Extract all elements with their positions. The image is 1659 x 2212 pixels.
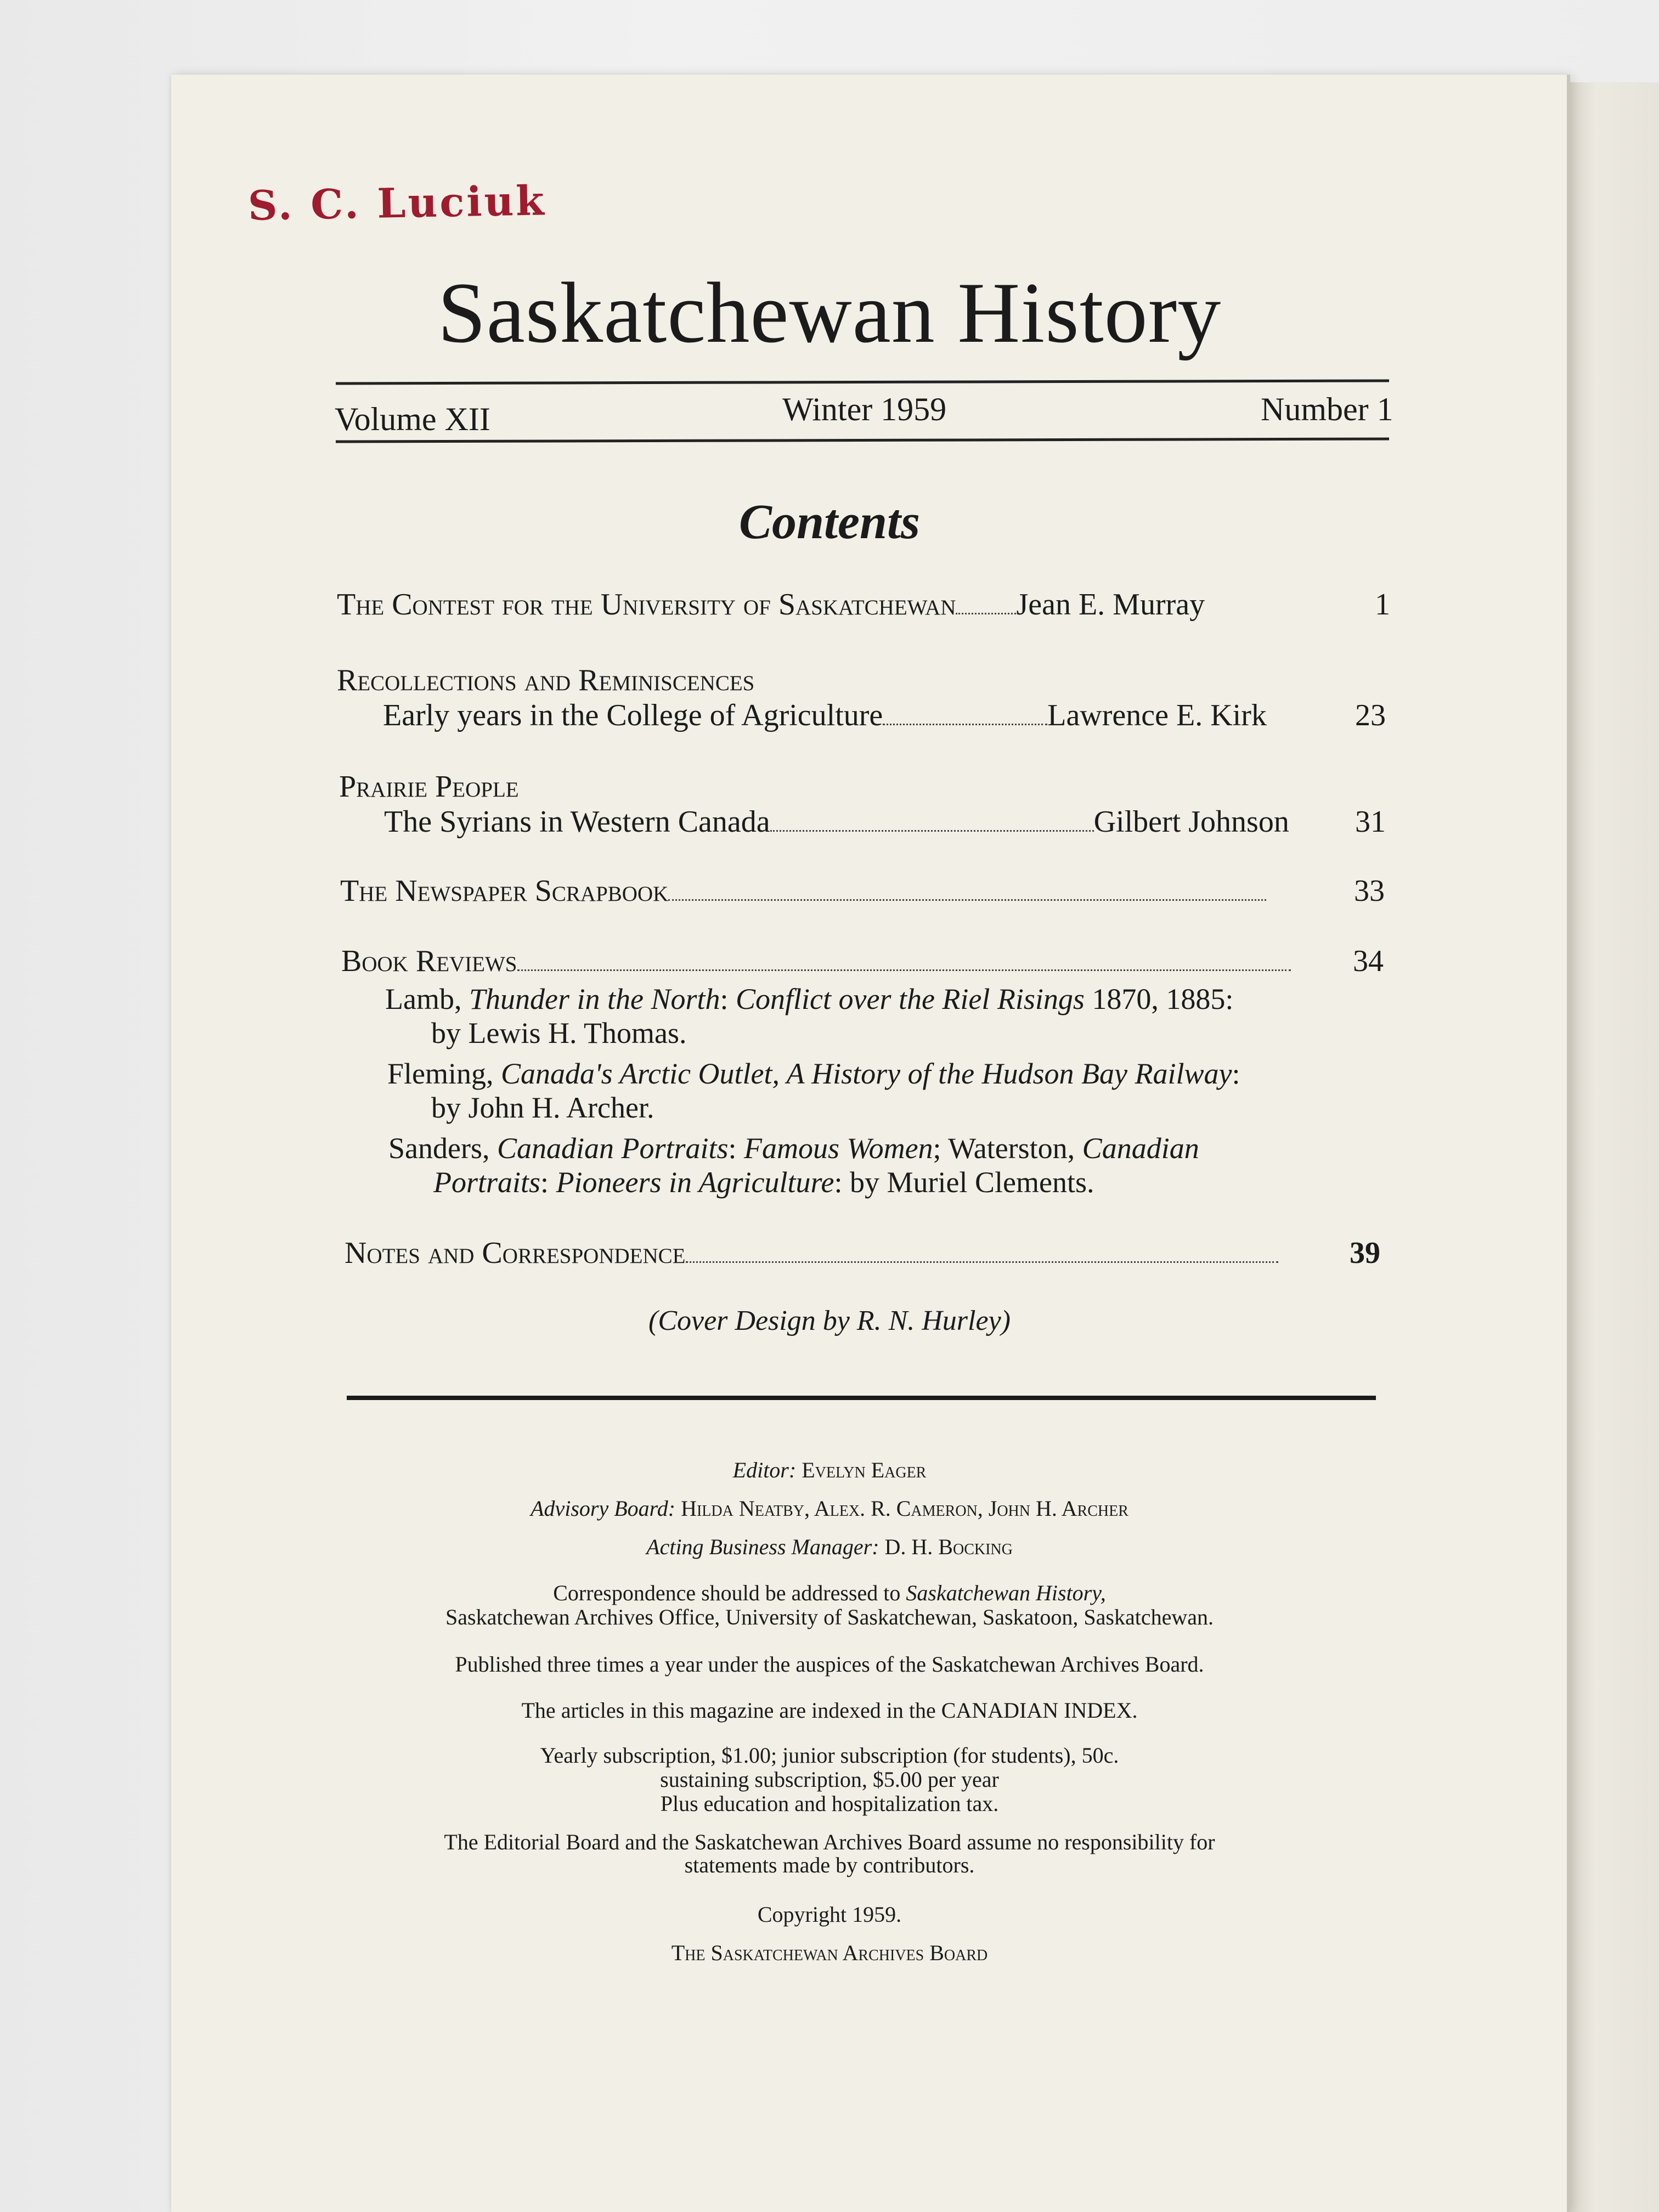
number-label: Number 1 bbox=[1261, 391, 1393, 427]
leader-dots bbox=[956, 613, 1016, 614]
subscription-line-3: Plus education and hospitalization tax. bbox=[660, 1791, 999, 1816]
review-book-years: 1870, 1885: bbox=[1092, 983, 1234, 1015]
review-reviewer: by Muriel Clements. bbox=[850, 1166, 1094, 1199]
toc-page-5: 34 bbox=[1353, 944, 1384, 978]
review-author: Lamb, bbox=[385, 983, 462, 1015]
toc-page-6: 39 bbox=[1350, 1236, 1380, 1270]
copyright-line: Copyright 1959. bbox=[757, 1902, 902, 1927]
toc-entry-5 bbox=[341, 944, 1291, 979]
toc-author: Lawrence E. Kirk bbox=[1047, 698, 1267, 732]
toc-title: Early years in the College of Agriculture bbox=[383, 698, 883, 732]
advisory-line bbox=[0, 1496, 1659, 1521]
toc-page-1: 1 bbox=[1375, 588, 1390, 622]
disclaimer-line-2: statements made by contributors. bbox=[684, 1853, 975, 1877]
review-book-title: Canada's Arctic Outlet, A History of the Hudson Bay Railway bbox=[501, 1057, 1232, 1090]
index-name: CANADIAN INDEX. bbox=[941, 1698, 1138, 1723]
toc-entry-2 bbox=[383, 698, 1267, 733]
correspondence-text: Correspondence should be addressed to bbox=[553, 1581, 901, 1605]
review-book-subtitle: Famous Women bbox=[744, 1132, 933, 1165]
manager-name: D. H. Bocking bbox=[884, 1534, 1013, 1559]
review-1-line-1: Lamb, Thunder in the North: Conflict over the Riel Risings 1870, 1885: bbox=[385, 983, 1234, 1015]
manager-line bbox=[0, 1534, 1659, 1560]
published-line: Published three times a year under the auspices of the Saskatchewan Archives Board. bbox=[455, 1652, 1204, 1677]
correspondence-line-1 bbox=[0, 1580, 1659, 1606]
toc-page-3: 31 bbox=[1355, 805, 1386, 839]
toc-entry-6 bbox=[345, 1235, 1278, 1271]
toc-entry-1 bbox=[337, 587, 1205, 622]
journal-title: Saskatchewan History bbox=[437, 265, 1222, 361]
subscription-line-1: Yearly subscription, $1.00; junior subscription (for students), 50c. bbox=[540, 1743, 1119, 1768]
toc-entry-4 bbox=[340, 873, 1266, 909]
toc-section-recollections: Recollections and Reminiscences bbox=[337, 663, 755, 697]
advisory-label: Advisory Board: bbox=[531, 1496, 676, 1521]
review-book-title-2b: Portraits bbox=[433, 1166, 541, 1199]
toc-title: The Newspaper Scrapbook bbox=[340, 874, 669, 908]
editor-label: Editor: bbox=[732, 1458, 797, 1482]
owner-stamp: S. C. Luciuk bbox=[247, 177, 547, 230]
review-3-line-1: Sanders, Canadian Portraits: Famous Women; Waterston, Canadian bbox=[388, 1132, 1199, 1165]
review-2-line-1: Fleming, Canada's Arctic Outlet, A History of the Hudson Bay Railway: bbox=[387, 1057, 1240, 1090]
cover-credit: (Cover Design by R. N. Hurley) bbox=[648, 1305, 1011, 1336]
toc-author: Jean E. Murray bbox=[1016, 588, 1205, 622]
leader-dots bbox=[770, 830, 1094, 832]
review-author-2: Waterston, bbox=[948, 1132, 1075, 1165]
editor-line bbox=[0, 1457, 1659, 1483]
leader-dots bbox=[883, 724, 1047, 725]
toc-title: The Contest for the University of Saskatchewan bbox=[337, 588, 956, 622]
correspondence-line-2: Saskatchewan Archives Office, University of Saskatchewan, Saskatoon, Saskatchewan. bbox=[445, 1605, 1214, 1629]
toc-title: Notes and Correspondence bbox=[345, 1236, 686, 1270]
toc-page-4: 33 bbox=[1354, 874, 1385, 908]
toc-title: Book Reviews bbox=[341, 944, 517, 978]
volume-label: Volume XII bbox=[335, 401, 490, 437]
review-book-title: Canadian Portraits bbox=[496, 1132, 729, 1165]
page-edge bbox=[1567, 75, 1570, 2212]
leader-dots bbox=[517, 969, 1291, 971]
indexed-text: The articles in this magazine are indexed in the bbox=[521, 1698, 936, 1723]
review-2-reviewer: by John H. Archer. bbox=[431, 1091, 654, 1124]
subscription-line-2: sustaining subscription, $5.00 per year bbox=[660, 1767, 999, 1792]
toc-title: The Syrians in Western Canada bbox=[384, 805, 770, 839]
toc-entry-3 bbox=[384, 804, 1289, 839]
publisher-line: The Saskatchewan Archives Board bbox=[671, 1940, 988, 1965]
indexed-line bbox=[0, 1697, 1659, 1723]
review-3-line-2: Portraits: Pioneers in Agriculture: by Muriel Clements. bbox=[433, 1166, 1094, 1199]
review-book-subtitle: Conflict over the Riel Risings bbox=[736, 983, 1085, 1015]
review-book-title-2: Canadian bbox=[1082, 1132, 1199, 1165]
manager-label: Acting Business Manager: bbox=[646, 1534, 879, 1559]
adjacent-page bbox=[1569, 82, 1659, 2212]
toc-page-2: 23 bbox=[1355, 698, 1386, 732]
review-author: Fleming, bbox=[387, 1057, 494, 1090]
toc-section-prairie-people: Prairie People bbox=[339, 770, 519, 804]
section-divider bbox=[347, 1396, 1376, 1400]
review-author: Sanders, bbox=[388, 1132, 490, 1165]
leader-dots bbox=[686, 1261, 1278, 1263]
editor-name: Evelyn Eager bbox=[802, 1458, 927, 1482]
contents-heading: Contents bbox=[738, 495, 921, 549]
journal-name: Saskatchewan History, bbox=[906, 1581, 1106, 1605]
leader-dots bbox=[668, 899, 1266, 901]
review-book-subtitle-2: Pioneers in Agriculture bbox=[556, 1166, 834, 1199]
advisory-names: Hilda Neatby, Alex. R. Cameron, John H. Archer bbox=[681, 1496, 1128, 1521]
toc-author: Gilbert Johnson bbox=[1093, 805, 1289, 839]
review-1-reviewer: by Lewis H. Thomas. bbox=[431, 1017, 687, 1049]
disclaimer-line-1: The Editorial Board and the Saskatchewan Archives Board assume no responsibility for bbox=[444, 1830, 1215, 1854]
season-label: Winter 1959 bbox=[782, 391, 947, 427]
review-book-title: Thunder in the North bbox=[469, 983, 720, 1015]
